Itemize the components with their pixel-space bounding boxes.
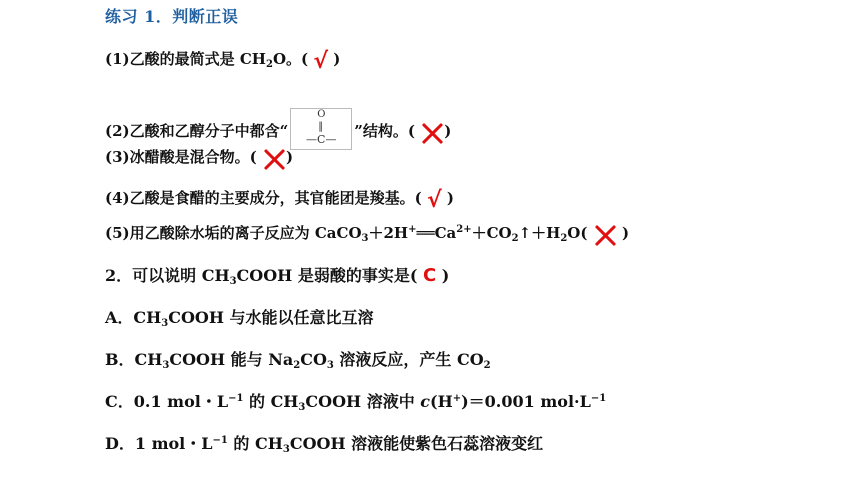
statement-1: (1)乙酸的最简式是 $CH_2O$。( √ ) xyxy=(105,49,341,74)
option-c: C．0.1 mol・$L^{-1}$ 的 $CH_3COOH$ 溶液中 c(H+)＝0.001 $mol\cdot L^{-1}$ xyxy=(105,392,607,413)
cross-icon xyxy=(420,121,444,143)
option-a: A．$CH_3COOH$ 与水能以任意比互溶 xyxy=(105,308,374,329)
option-b: B．$CH_3COOH$ 能与 $Na_2CO_3$ 溶液反应，产生 $CO_2$ xyxy=(105,350,491,371)
option-d: D．1 mol・$L^{-1}$ 的 $CH_3COOH$ 溶液能使紫色石蕊溶液变红 xyxy=(105,434,544,455)
exercise-title: 练习 1．判断正误 xyxy=(105,7,239,26)
check-icon: √ xyxy=(313,49,329,74)
cross-icon xyxy=(262,147,286,169)
carbonyl-structure-formula: O || —C— xyxy=(290,108,352,150)
answer-c: C xyxy=(422,265,437,286)
cross-icon xyxy=(593,223,617,245)
statement-5: (5)用乙酸除水垢的离子反应为 $CaCO_3+2H^+══Ca^{2+}+CO_2↑+H_2O$( ) xyxy=(105,224,630,244)
statement-4: (4)乙酸是食醋的主要成分，其官能团是羧基。( √ ) xyxy=(105,188,454,213)
statement-2: (2)乙酸和乙醇分子中都含“ O || —C— ”结构。( ) xyxy=(105,108,451,150)
statement-3: (3)冰醋酸是混合物。( ) xyxy=(105,146,293,169)
question-2-stem: 2．可以说明 $CH_3COOH$ 是弱酸的事实是( C ) xyxy=(105,265,450,287)
check-icon: √ xyxy=(426,188,442,213)
